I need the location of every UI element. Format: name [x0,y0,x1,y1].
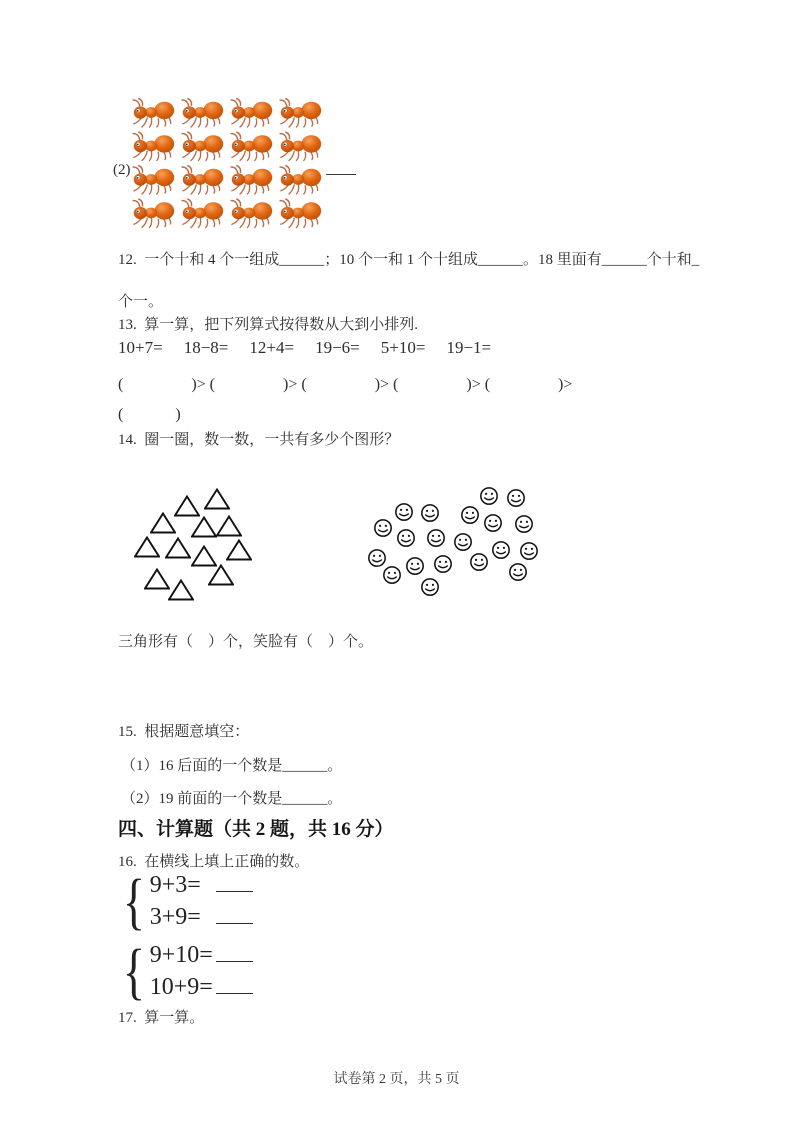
answer-blank [216,875,253,892]
expression: 18−8= [183,338,229,357]
expression: 10+7= [118,338,163,357]
q12-text-line1: 12. 一个十和 4 个一组成______；10 个一和 1 个十组成______。18 里面有______个十和_ [118,252,700,268]
q16-group-2 [119,938,253,1007]
q13-expressions [118,338,491,358]
shapes-canvas [120,458,560,608]
expression: 10+9= [149,974,213,1000]
q12-text-line2: 个一。 [118,294,164,310]
answer-blank [216,907,253,924]
page-footer: 试卷第 2 页，共 5 页 [333,1072,460,1087]
q15-title: 15. 根据题意填空： [118,724,250,740]
q16-title: 16. 在横线上填上正确的数。 [118,854,310,870]
answer-blank [216,945,253,962]
q16-group-1 [119,868,253,937]
left-brace-icon: { [122,868,146,937]
section4-title: 四、计算题（共 2 题，共 16 分） [118,819,394,840]
ants-grid-wrap [128,96,328,230]
q11-answer-blank [326,174,356,175]
expression: 19−6= [315,338,360,357]
q13-order-line1: ( )> ( )> ( )> ( )> ( )> [118,376,573,393]
q14-answer-line: 三角形有（ ）个，笑脸有（ ）个。 [118,634,374,650]
q13-order-line2: ( ) [118,406,181,423]
expression: 9+3= [149,872,201,898]
left-brace-icon: { [122,938,146,1007]
expression: 9+10= [149,942,213,968]
expression: 5+10= [380,338,426,357]
expression: 12+4= [249,338,295,357]
q14-title: 14. 圈一圈，数一数，一共有多少个图形？ [118,432,400,448]
q15-item2: （2）19 前面的一个数是______。 [121,791,343,807]
q13-title: 13. 算一算，把下列算式按得数从大到小排列. [118,317,419,333]
q17-title: 17. 算一算。 [118,1010,205,1026]
expression: 19−1= [446,338,492,357]
answer-blank [216,977,253,994]
q11-part2-label: (2) [113,162,131,178]
ants-grid [128,96,328,230]
expression: 3+9= [149,904,201,930]
q15-item1: （1）16 后面的一个数是______。 [121,758,343,774]
shapes-canvas-wrap [120,458,560,608]
